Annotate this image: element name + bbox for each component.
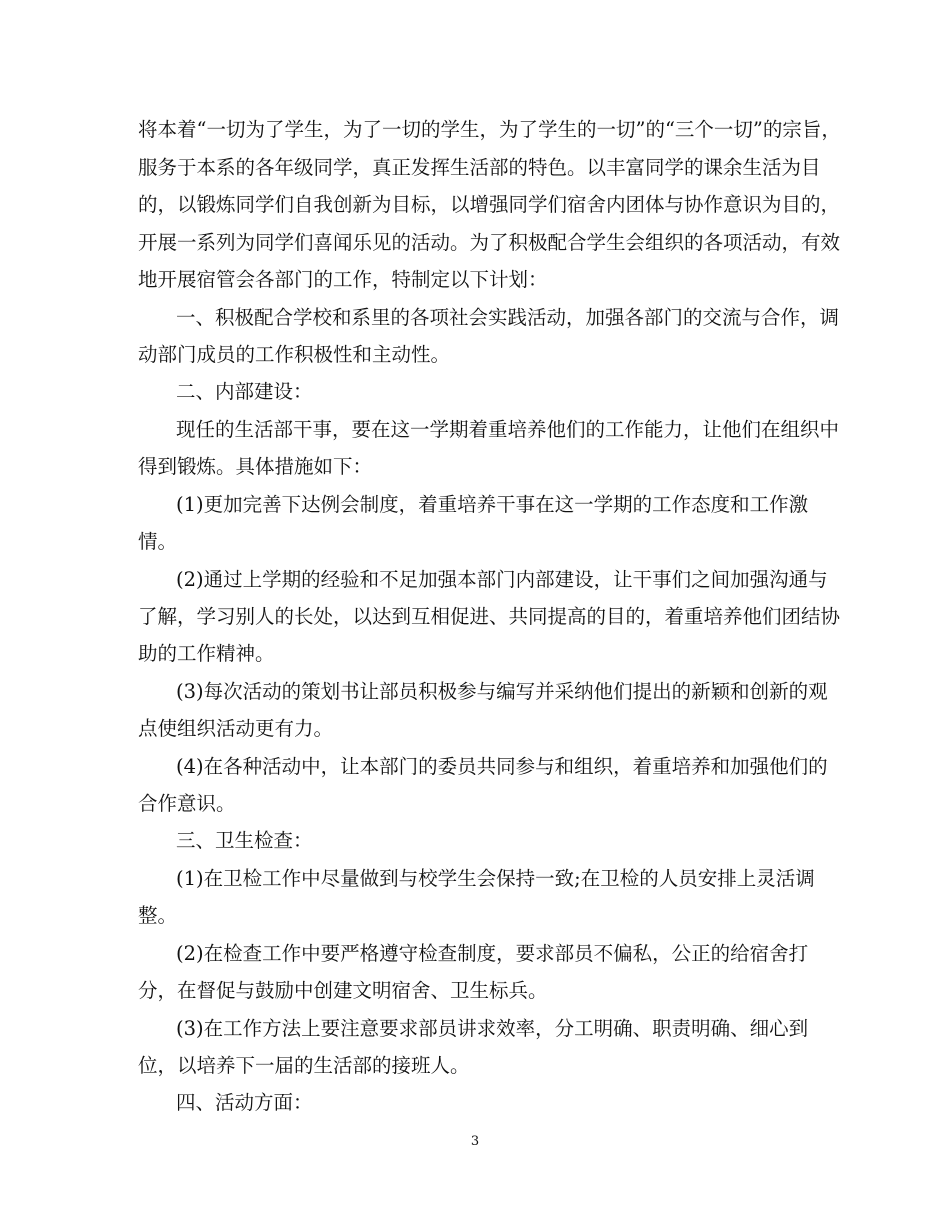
text-line: 的，以锻炼同学们自我创新为目标，以增强同学们宿舍内团体与协作意识为目的，: [138, 193, 841, 216]
text-line: (3)在工作方法上要注意要求部员讲求效率，分工明确、职责明确、细心到: [176, 1017, 809, 1040]
page-number: 3: [470, 1134, 480, 1149]
text-line: 现任的生活部干事，要在这一学期着重培养他们的工作能力，让他们在组织中: [176, 418, 840, 441]
text-line: 一、积极配合学校和系里的各项社会实践活动，加强各部门的交流与合作，调: [176, 306, 840, 329]
text-line: 合作意识。: [138, 792, 236, 815]
text-line: 动部门成员的工作积极性和主动性。: [138, 343, 451, 366]
text-line: 整。: [138, 904, 178, 927]
text-line: (2)通过上学期的经验和不足加强本部门内部建设，让干事们之间加强沟通与: [176, 568, 828, 591]
text-line: 了解，学习别人的长处，以达到互相促进、共同提高的目的，着重培养他们团结协: [138, 605, 841, 628]
text-line: (3)每次活动的策划书让部员积极参与编写并采纳他们提出的新颖和创新的观: [176, 680, 828, 703]
text-line: 服务于本系的各年级同学，真正发挥生活部的特色。以丰富同学的课余生活为目: [138, 156, 821, 179]
text-line: 将本着“一切为了学生，为了一切的学生，为了学生的一切”的“三个一切”的宗旨，: [138, 118, 841, 141]
text-line: (1)更加完善下达例会制度，着重培养干事在这一学期的工作态度和工作激: [176, 493, 809, 516]
text-line: 三、卫生检查：: [176, 829, 313, 852]
text-line: 情。: [138, 530, 178, 553]
text-line: 分，在督促与鼓励中创建文明宿舍、卫生标兵。: [138, 979, 548, 1002]
text-line: 位，以培养下一届的生活部的接班人。: [138, 1054, 470, 1077]
text-line: (1)在卫检工作中尽量做到与校学生会保持一致;在卫检的人员安排上灵活调: [176, 867, 815, 890]
text-line: 四、活动方面：: [176, 1091, 313, 1114]
text-line: 开展一系列为同学们喜闻乐见的活动。为了积极配合学生会组织的各项活动，有效: [138, 231, 841, 254]
text-line: 助的工作精神。: [138, 642, 275, 665]
text-line: 点使组织活动更有力。: [138, 717, 334, 740]
text-line: (4)在各种活动中，让本部门的委员共同参与和组织，着重培养和加强他们的: [176, 755, 828, 778]
text-line: 地开展宿管会各部门的工作，特制定以下计划：: [138, 268, 548, 291]
text-line: 二、内部建设：: [176, 380, 313, 403]
text-line: 得到锻炼。具体措施如下：: [138, 455, 373, 478]
text-line: (2)在检查工作中要严格遵守检查制度，要求部员不偏私，公正的给宿舍打: [176, 942, 809, 965]
